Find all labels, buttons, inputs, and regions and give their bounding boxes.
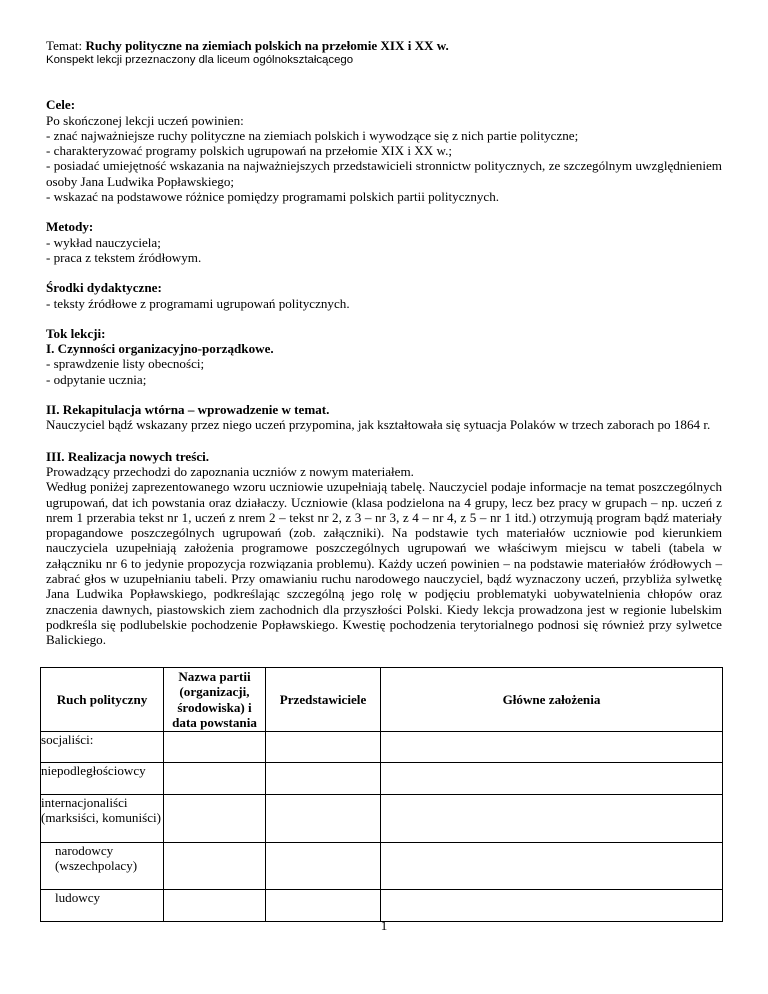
- means-heading: Środki dydaktyczne:: [46, 280, 162, 296]
- section1-item: - odpytanie ucznia;: [46, 371, 147, 387]
- table-cell: [266, 890, 381, 922]
- section1-heading: I. Czynności organizacyjno-porządkowe.: [46, 341, 274, 357]
- lesson-title: [46, 38, 722, 53]
- table-cell: [381, 732, 723, 763]
- table-row: [41, 732, 723, 763]
- row-label: socjaliści:: [41, 732, 164, 763]
- methods-heading: Metody:: [46, 219, 94, 235]
- table-cell: [164, 795, 266, 843]
- header-party-name: Nazwa partii (organizacji, środowiska) i data powstania: [164, 668, 266, 732]
- document-page: [46, 38, 722, 648]
- table-cell: [381, 795, 723, 843]
- header-main-assumptions: Główne założenia: [381, 668, 723, 732]
- row-label: niepodległościowcy: [41, 763, 164, 795]
- table-cell: [164, 843, 266, 890]
- table-cell: [164, 890, 266, 922]
- goal-item: - znać najważniejsze ruchy polityczne na ziemiach polskich i wywodzące się z nich partie polityczne;: [46, 127, 579, 143]
- table-row: [41, 763, 723, 795]
- section3-heading: III. Realizacja nowych treści.: [46, 448, 210, 464]
- goal-item: - charakteryzować programy polskich ugrupowań na przełomie XIX i XX w.;: [46, 143, 453, 159]
- movements-table: [40, 667, 723, 922]
- method-item: - wykład nauczyciela;: [46, 234, 161, 250]
- section3-paragraph-2: Według poniżej zaprezentowanego wzoru uczniowie uzupełniają tabelę. Nauczyciel podaje informacje na temat poszczególnych ugrupowań, dat ich powstania oraz działaczy. Uczniowie (klasa podzielona na 4 grupy, lecz bez pracy w grupach – np. uczeń z nrem 1 przerabia tekst nr 1, uczeń z nrem 2 – tekst nr 2, z 3 – nr 3, z 4 – nr 4, z 5 – nr 1 itd.) otrzymują program bądź materiały propagandowe poszczególnych ugrupowań (zob. załączniki). Na podstawie tych materiałów uczniowie pod kierunkiem nauczyciela uzupełniają założenia programowe poszczególnych ugrupowań we właściwym miejscu w tabeli (tabela w załączniku nr 6 to jedynie propozycja rozwiązania problemu). Każdy uczeń powinien – na podstawie materiałów źródłowych – zabrać głos w uzupełnianiu tabeli. Przy omawianiu ruchu narodowego nauczyciel, bądź wyznaczony uczeń, przybliża sylwetkę Jana Ludwika Popławskiego, podkreślając szczególną jego rolę w podjęciu problematyki uobywatelnienia chłopów oraz znaczenia dawnych, piastowskich ziem zachodnich dla przyszłości Polski. Kiedy lekcja prowadzona jest w regionie lubelskim podkreśla się podlubelskie pochodzenie Popławskiego. Kwestię pochodzenia terytorialnego podnosi się również przy sylwetce Balickiego.: [46, 479, 722, 648]
- table-cell: [381, 763, 723, 795]
- title-topic: Ruchy polityczne na ziemiach polskich na przełomie XIX i XX w.: [85, 38, 449, 53]
- section2-heading: II. Rekapitulacja wtórna – wprowadzenie w temat.: [46, 402, 330, 418]
- table-cell: [266, 843, 381, 890]
- means-item: - teksty źródłowe z programami ugrupowań politycznych.: [46, 295, 350, 311]
- header-representatives: Przedstawiciele: [266, 668, 381, 732]
- row-label: internacjonaliści (marksiści, komuniści): [41, 795, 164, 843]
- table-cell: [266, 795, 381, 843]
- table-cell: [381, 890, 723, 922]
- table-cell: [164, 732, 266, 763]
- section3-paragraph-1: Prowadzący przechodzi do zapoznania uczniów z nowym materiałem.: [46, 463, 414, 479]
- table-row: [41, 890, 723, 922]
- table-cell: [381, 843, 723, 890]
- header-political-movement: Ruch polityczny: [41, 668, 164, 732]
- table-header-row: [41, 668, 723, 732]
- page-number: 1: [380, 918, 388, 933]
- goals-heading: Cele:: [46, 97, 76, 113]
- row-label: narodowcy (wszechpolacy): [41, 843, 164, 890]
- goal-item: - posiadać umiejętność wskazania na najważniejszych przedstawicieli stronnictw politycznych, ze szczególnym uwzględnieniem osoby Jana Ludwika Popławskiego;: [46, 158, 722, 189]
- section1-item: - sprawdzenie listy obecności;: [46, 356, 205, 372]
- title-prefix: Temat:: [46, 38, 86, 53]
- section2-text: Nauczyciel bądź wskazany przez niego uczeń przypomina, jak kształtowała się sytuacja Polaków w trzech zaborach po 1864 r.: [46, 417, 711, 433]
- row-label: ludowcy: [41, 890, 164, 922]
- lesson-subtitle: Konspekt lekcji przeznaczony dla liceum ogólnokształcącego: [46, 54, 354, 67]
- course-heading: Tok lekcji:: [46, 325, 106, 341]
- table-cell: [266, 732, 381, 763]
- goals-intro: Po skończonej lekcji uczeń powinien:: [46, 112, 244, 128]
- method-item: - praca z tekstem źródłowym.: [46, 249, 202, 265]
- table-row: [41, 843, 723, 890]
- table-cell: [266, 763, 381, 795]
- goal-item: - wskazać na podstawowe różnice pomiędzy programami polskich partii politycznych.: [46, 189, 500, 205]
- table-row: [41, 795, 723, 843]
- table-cell: [164, 763, 266, 795]
